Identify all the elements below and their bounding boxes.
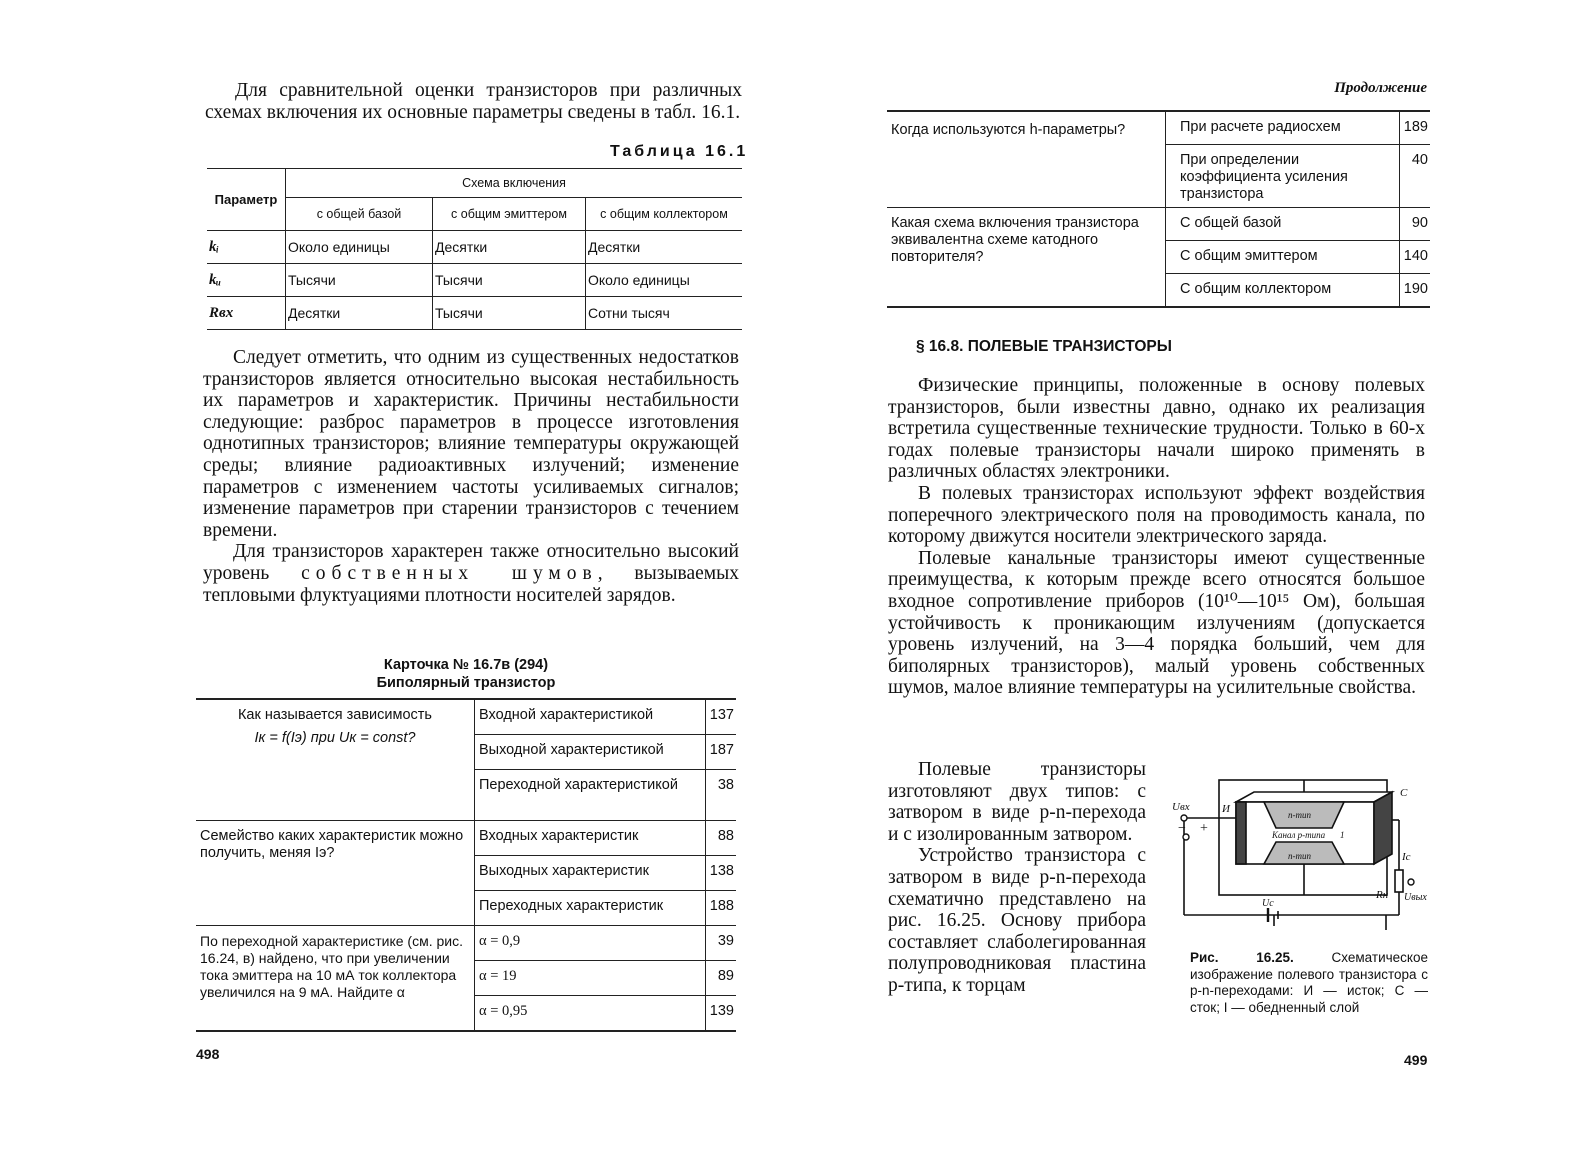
label-drain: С [1400,787,1408,799]
card-answer[interactable]: α = 0,9 [475,926,706,961]
output-terminal [1408,879,1414,885]
table-row [207,264,742,297]
types-paragraphs [888,759,1146,997]
table-row [207,297,742,330]
card-answer-number: 88 [705,821,736,856]
load-resistor [1395,870,1403,892]
subheader-base: с общей базой [286,198,433,231]
intro-text: Для сравнительной оценки транзисторов при различных схемах включения их основные параметры сведены в табл. 16.1. [205,80,742,123]
card-answer-number: 140 [1399,241,1430,274]
question-formula: Iк = f(Iэ) при Uк = const? [254,730,416,746]
card-answer[interactable]: Выходной характеристикой [475,735,706,770]
card-table-left [196,698,736,1032]
table-cell: Около единицы [586,264,743,297]
label-source: И [1222,803,1230,815]
label-rn: Rн [1376,889,1389,901]
paragraph-instability: Следует отметить, что одним из существенных недостатков транзисторов является относительно высокая нестабильность их параметров и характеристик. Причины нестабильности следующие: разброс параметров в процессе изготовления однотипных транзисторов; влияние температуры окружающей среды; влияние радиоактивных излучений; изменение параметров с изменением частоты усиливаемых сигналов; изменение параметров при старении транзисторов с течением времени. [203,347,739,541]
card-question: Семейство каких характеристик можно получить, меняя Iэ? [196,821,475,926]
paragraph-principles: Физические принципы, положенные в основу полевых транзисторов, были известны давно, однако их реализация встретила существенные технические трудности. Только в 60-х годах полевые транзисторы начали широко применять в различных областях электроники. [888,375,1425,483]
card-answer[interactable]: Переходных характеристик [475,891,706,926]
subheader-collector: с общим коллектором [586,198,743,231]
source-contact [1236,802,1246,864]
card-answer-number: 190 [1399,274,1430,308]
card-answer[interactable]: Входных характеристик [475,821,706,856]
card-answer[interactable]: С общим эмиттером [1166,241,1400,274]
label-uin: Uвх [1172,801,1190,813]
label-minus: − [1178,821,1186,836]
drain-contact [1374,792,1392,864]
table-16-1 [207,168,742,330]
page-number: 499 [1404,1052,1428,1068]
table-caption: Таблица 16.1 [610,143,749,160]
paragraph-types: Полевые транзисторы изготовляют двух типов: с затвором в виде p-n-перехода и с изолированным затвором. [888,759,1146,845]
group-header: Схема включения [286,169,743,198]
paragraph-advantages: Полевые канальные транзисторы имеют существенные преимущества, к которым прежде всего относятся большое входное сопротивление приборов (10¹⁰—10¹⁵ Ом), большая устойчивость к проникающим излучениям (допускается уровень излучений, на 3—4 порядка больший, чем для биполярных транзисторов), малый уровень собственных шумов, малое влияние температуры на усилительные свойства. [888,547,1425,699]
card-answer[interactable]: α = 0,95 [479,1003,528,1019]
card-subtitle: Биполярный транзистор [376,675,556,691]
card-answer-number: 139 [705,996,736,1032]
table-cell: Около единицы [286,231,433,264]
paragraph-effect: В полевых транзисторах используют эффект воздействия поперечного электрического поля на проводимость канала, по которому движутся носители электрического заряда. [888,482,1425,548]
row-symbol: kᵤ [207,264,286,297]
card-question: По переходной характеристике (см. рис. 16.24, в) найдено, что при увеличении тока эмиттера на 10 мА ток коллектора увеличился на 9 мА. Найдите α [196,926,475,1032]
label-plus: + [1200,821,1208,836]
card-table-right [887,110,1430,308]
label-uout: Uвых [1404,892,1427,903]
label-n-top: n-тип [1288,810,1311,820]
right-page [792,0,1584,1153]
label-uc: Uс [1262,898,1274,909]
table-cell: Десятки [586,231,743,264]
paragraph-structure: Устройство транзистора с затвором в виде p-n-перехода схематично представлено на рис. 16.25. Основу прибора составляет слаболегированная полупроводниковая пластина p-типа, к торцам [888,845,1146,996]
figure-16-25 [1164,770,1434,940]
card-answer-number: 89 [705,961,736,996]
label-depletion-layer: 1 [1340,830,1345,840]
table-cell: Сотни тысяч [586,297,743,330]
card-answer[interactable]: α = 19 [475,961,706,996]
row-symbol: Rвх [207,297,286,330]
table-cell: Тысячи [433,264,586,297]
body-paragraphs [203,347,739,606]
table-row [207,231,742,264]
card-answer-number: 138 [705,856,736,891]
card-answer[interactable]: Переходной характеристикой [475,770,706,821]
card-answer-number: 137 [705,699,736,735]
card-answer-number: 90 [1399,208,1430,241]
section-heading: § 16.8. ПОЛЕВЫЕ ТРАНЗИСТОРЫ [916,338,1172,355]
noise-text-end: , вызываемых тепловыми флуктуациями плотности носителей зарядов. [203,562,739,606]
page-number: 498 [196,1046,220,1062]
card-answer[interactable]: С общей базой [1166,208,1400,241]
noise-text-start: Для транзисторов характерен также относительно высокий уровень [203,541,739,584]
card-answer[interactable]: Входной характеристикой [475,699,706,735]
card-row [196,699,736,735]
continuation-label: Продолжение [1334,80,1427,96]
table-cell: Тысячи [286,264,433,297]
figure-caption-text: Схематическое изображение полевого транзистора с p-n-переходами: И — исток; С — сток; I — обедненный слой [1190,950,1428,1015]
card-answer[interactable]: При определении коэффициента усиления транзистора [1166,145,1400,208]
card-answer-number: 39 [705,926,736,961]
figure-caption [1190,950,1428,1016]
card-answer-number: 38 [705,770,736,821]
label-ic: Iс [1402,851,1411,863]
section-paragraphs [888,375,1425,699]
label-channel: Канал p-типа [1272,830,1326,840]
figure-caption-title: Рис. 16.25. [1190,950,1294,965]
card-answer[interactable]: С общим коллектором [1180,281,1332,297]
paragraph-noise [203,541,739,606]
card-title: Карточка № 16.7в (294) [383,657,549,673]
table-cell: Десятки [286,297,433,330]
card-question: Когда используются h-параметры? [887,111,1166,208]
table-cell: Тысячи [433,297,586,330]
col-param-header: Параметр [207,169,286,231]
card-question [196,699,475,821]
card-question: Какая схема включения транзистора эквивалентна схеме катодного повторителя? [887,208,1166,308]
card-answer-number: 189 [1399,111,1430,145]
label-n-bottom: n-тип [1288,851,1311,861]
noise-text-spaced: собственных шумов [301,562,598,584]
bar-top-face [1236,792,1392,802]
card-answer-number: 40 [1399,145,1430,208]
table-cell: Десятки [433,231,586,264]
card-answer-number: 188 [705,891,736,926]
card-answer-number: 187 [705,735,736,770]
card-answer[interactable]: При расчете радиосхем [1166,111,1400,145]
card-answer[interactable]: Выходных характеристик [475,856,706,891]
row-symbol: kᵢ [207,231,286,264]
question-text: Как называется зависимость [237,707,432,723]
subheader-emitter: с общим эмиттером [433,198,586,231]
intro-paragraph [205,80,742,123]
